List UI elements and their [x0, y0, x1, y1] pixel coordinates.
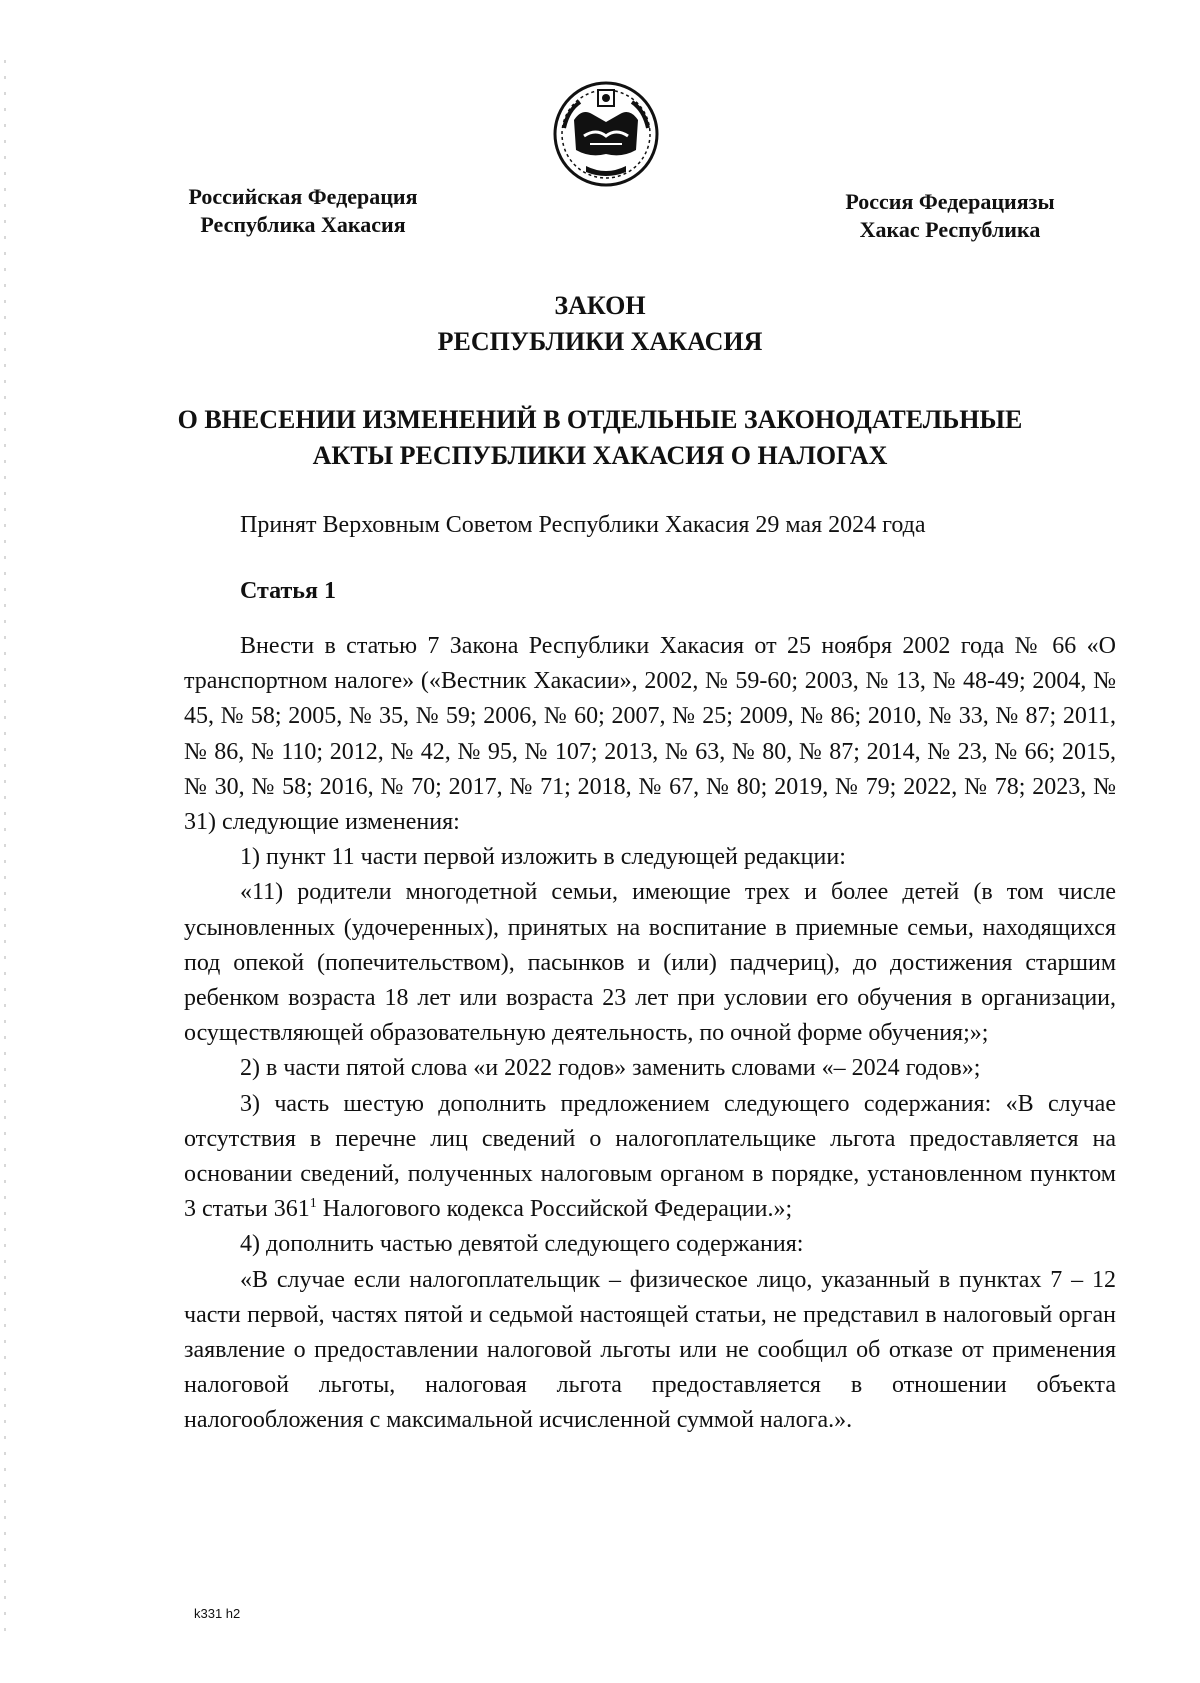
item-3-text: 3) часть шестую дополнить предложением следующего содержания: «В случае отсутствия в перечне лиц сведений о налогоплательщике льгота предоставляется на основании сведений, полученных налоговым органом в порядке, установленном пунктом 3 статьи 361	[184, 1090, 1116, 1223]
law-title-line-2: РЕСПУБЛИКИ ХАКАСИЯ	[437, 327, 763, 356]
paragraph-item-4: 4) дополнить частью девятой следующего содержания:	[240, 1231, 804, 1258]
item-3-text-end: Налогового кодекса Российской Федерации.»;	[316, 1196, 793, 1223]
header-left	[168, 183, 438, 239]
paragraph-item-2: 2) в части пятой слова «и 2022 годов» заменить словами «– 2024 годов»;	[240, 1055, 981, 1082]
paragraph-intro: Внести в статью 7 Закона Республики Хакасия от 25 ноября 2002 года № 66 «О транспортном налоге» («Вестник Хакасии», 2002, № 59-60; 2003, № 13, № 48-49; 2004, № 45, № 58; 2005, № 35, № 59; 2006, № 60; 2007, № 25; 2009, № 86; 2010, № 33, № 87; 2011, № 86, № 110; 2012, № 42, № 95, № 107; 2013, № 63, № 80, № 87; 2014, № 23, № 66; 2015, № 30, № 58; 2016, № 70; 2017, № 71; 2018, № 67, № 80; 2019, № 79; 2022, № 78; 2023, № 31) следующие изменения:	[184, 633, 1116, 836]
header-right-line-2: Хакас Республика	[859, 217, 1041, 242]
law-title-line-1: ЗАКОН	[554, 291, 646, 320]
law-subject	[160, 402, 1040, 474]
adoption-line: Принят Верховным Советом Республики Хакасия 29 мая 2024 года	[240, 512, 926, 538]
paragraph-item-4-text: «В случае если налогоплательщик – физическое лицо, указанный в пунктах 7 – 12 части первой, частях пятой и седьмой настоящей статьи, не представил в налоговый орган заявление о предоставлении налоговой льготы или не сообщил об отказе от применения налоговой льготы, налоговая льгота предоставляется в отношении объекта налогообложения с максимальной исчисленной суммой налога.».	[184, 1266, 1116, 1434]
paragraph-item-1-text: «11) родители многодетной семьи, имеющие трех и более детей (в том числе усыновленных (удочеренных), принятых на воспитание в приемные семьи, находящихся под опекой (попечительством), пасынков и (или) падчериц), до достижения старшим ребенком возраста 18 лет или возраста 23 лет при условии его обучения в организации, осуществляющей образовательную деятельность, по очной форме обучения;»;	[184, 879, 1116, 1047]
header-right	[830, 188, 1070, 244]
header-left-line-2: Республика Хакасия	[200, 212, 406, 237]
header-right-line-1: Россия Федерациязы	[845, 189, 1055, 214]
article-heading: Статья 1	[240, 578, 336, 604]
law-subject-line-1: О ВНЕСЕНИИ ИЗМЕНЕНИЙ В ОТДЕЛЬНЫЕ ЗАКОНОДАТЕЛЬНЫЕ	[177, 405, 1023, 434]
header-left-line-1: Российская Федерация	[188, 184, 418, 209]
scan-edge-marks	[4, 60, 6, 1640]
footer-code: k331 h2	[194, 1606, 241, 1621]
paragraph-item-3	[184, 1087, 1116, 1228]
law-subject-line-2: АКТЫ РЕСПУБЛИКИ ХАКАСИЯ О НАЛОГАХ	[312, 441, 888, 470]
article-body	[184, 629, 1116, 1439]
khakassia-coat-of-arms-icon	[552, 80, 660, 188]
paragraph-item-1: 1) пункт 11 части первой изложить в следующей редакции:	[240, 844, 846, 871]
law-title	[160, 288, 1040, 360]
item-3-superscript: 1	[309, 1196, 317, 1212]
